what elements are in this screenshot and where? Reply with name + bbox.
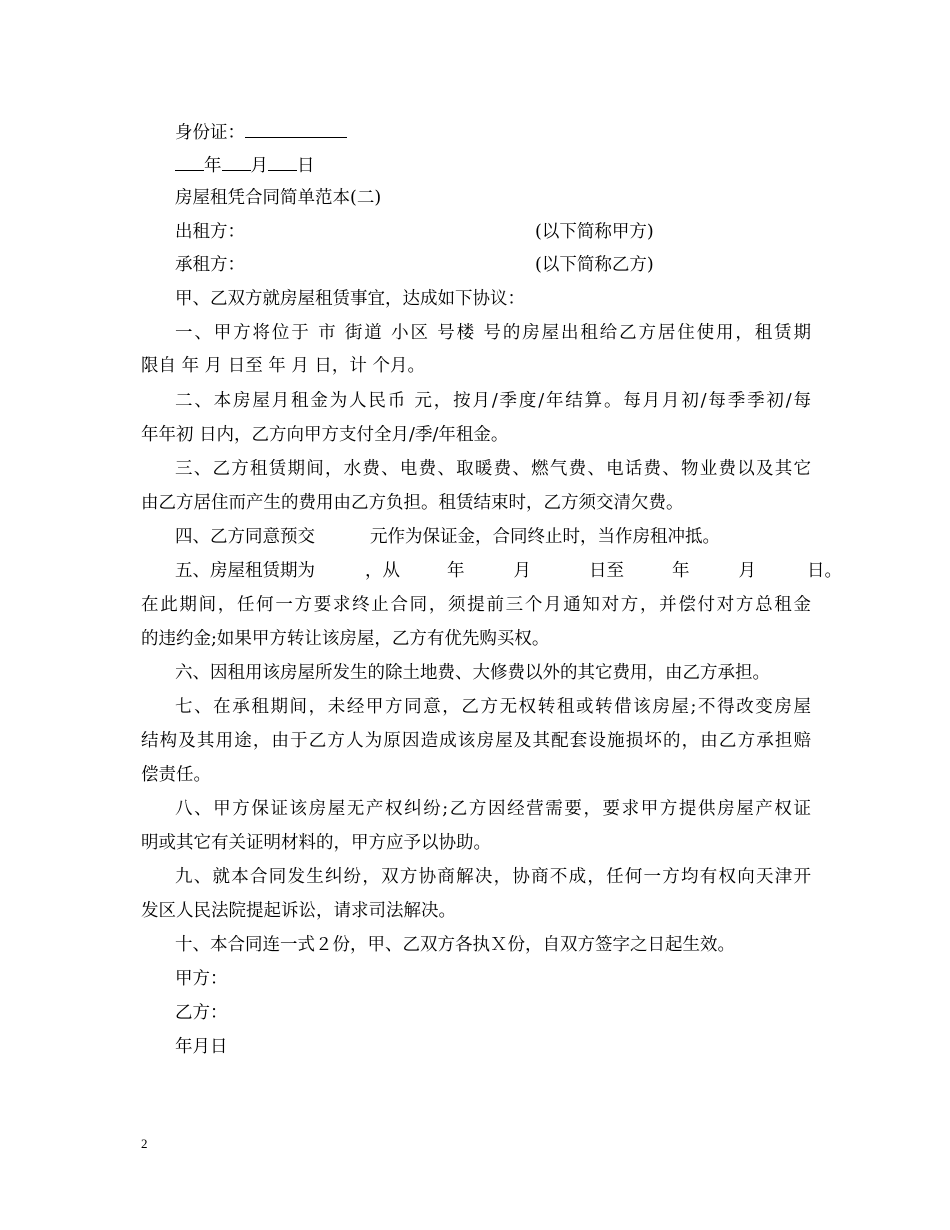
clause-3-line-1: 三、乙方租赁期间，水费、电费、取暖费、燃气费、电话费、物业费以及其它: [175, 459, 811, 479]
clause-9-line-2: 发区人民法院提起诉讼，请求司法解决。: [141, 901, 456, 921]
clause-1-line-1: 一、甲方将位于 市 街道 小区 号楼 号的房屋出租给乙方居住使用，租赁期: [175, 323, 811, 343]
signature-date: 年月日: [175, 1037, 228, 1057]
clause-7-line-3: 偿责任。: [141, 765, 211, 785]
party-b-signature: 乙方：: [175, 1003, 228, 1023]
page-number: 2: [141, 1136, 148, 1151]
clause-5-part-b: ，从: [365, 561, 400, 581]
document-title: 房屋租凭合同简单范本(二): [175, 188, 382, 208]
year-label: 年: [204, 156, 222, 176]
clause-7-line-1: 七、在承租期间，未经甲方同意，乙方无权转租或转借该房屋;不得改变房屋: [175, 697, 811, 717]
clause-2-line-2: 年年初 日内，乙方向甲方支付全月/季/年租金。: [141, 425, 509, 445]
lessor-label: 出租方：: [175, 222, 245, 242]
day-label: 日: [297, 156, 315, 176]
intro-paragraph: 甲、乙双方就房屋租赁事宜，达成如下协议：: [175, 289, 525, 309]
lessee-note: (以下简称乙方): [535, 255, 654, 275]
clause-8-line-2: 明或其它有关证明材料的，甲方应予以协助。: [141, 833, 491, 853]
date-line: [175, 153, 315, 178]
lessor-note: (以下简称甲方): [535, 222, 654, 242]
clause-5-part-e: 日至: [589, 561, 624, 581]
lessor-line: [175, 220, 245, 244]
id-line: [175, 120, 347, 145]
clause-5-part-a: 五、房屋租赁期为: [175, 561, 315, 581]
month-label: 月: [250, 156, 268, 176]
day-blank: [268, 153, 297, 171]
clause-10: 十、本合同连一式２份，甲、乙双方各执Ｘ份，自双方签字之日起生效。: [175, 935, 735, 955]
clause-5-part-c: 年: [447, 561, 465, 581]
clause-5-line-1: [175, 559, 842, 583]
clause-6: 六、因租用该房屋所发生的除土地费、大修费以外的其它费用，由乙方承担。: [175, 663, 770, 683]
lessee-line: [175, 253, 245, 277]
clause-5-part-d: 月: [513, 561, 531, 581]
party-a-signature: 甲方：: [175, 969, 228, 989]
id-blank: [245, 120, 347, 138]
clause-4: [175, 525, 720, 549]
clause-5-part-h: 日。: [807, 561, 842, 581]
clause-5-line-2: 在此期间，任何一方要求终止合同，须提前三个月通知对方，并偿付对方总租金: [141, 595, 811, 615]
clause-5-part-f: 年: [672, 561, 690, 581]
clause-7-line-2: 结构及其用途，由于乙方人为原因造成该房屋及其配套设施损坏的，由乙方承担赔: [141, 731, 811, 751]
lessee-label: 承租方：: [175, 255, 245, 275]
id-label: 身份证：: [175, 123, 245, 143]
clause-2-line-1: 二、本房屋月租金为人民币 元，按月/季度/年结算。每月月初/每季季初/每: [175, 391, 811, 411]
month-blank: [222, 153, 251, 171]
clause-8-line-1: 八、甲方保证该房屋无产权纠纷;乙方因经营需要，要求甲方提供房屋产权证: [175, 799, 811, 819]
year-blank: [175, 153, 204, 171]
clause-4-part-b: 元作为保证金，合同终止时，当作房租冲抵。: [370, 527, 720, 547]
clause-9-line-1: 九、就本合同发生纠纷，双方协商解决，协商不成，任何一方均有权向天津开: [175, 867, 811, 887]
clause-5-part-g: 月: [738, 561, 756, 581]
clause-3-line-2: 由乙方居住而产生的费用由乙方负担。租赁结束时，乙方须交清欠费。: [141, 493, 684, 513]
clause-4-part-a: 四、乙方同意预交: [175, 527, 315, 547]
clause-1-line-2: 限自 年 月 日至 年 月 日，计 个月。: [141, 356, 425, 376]
clause-5-line-3: 的违约金;如果甲方转让该房屋，乙方有优先购买权。: [141, 629, 550, 649]
